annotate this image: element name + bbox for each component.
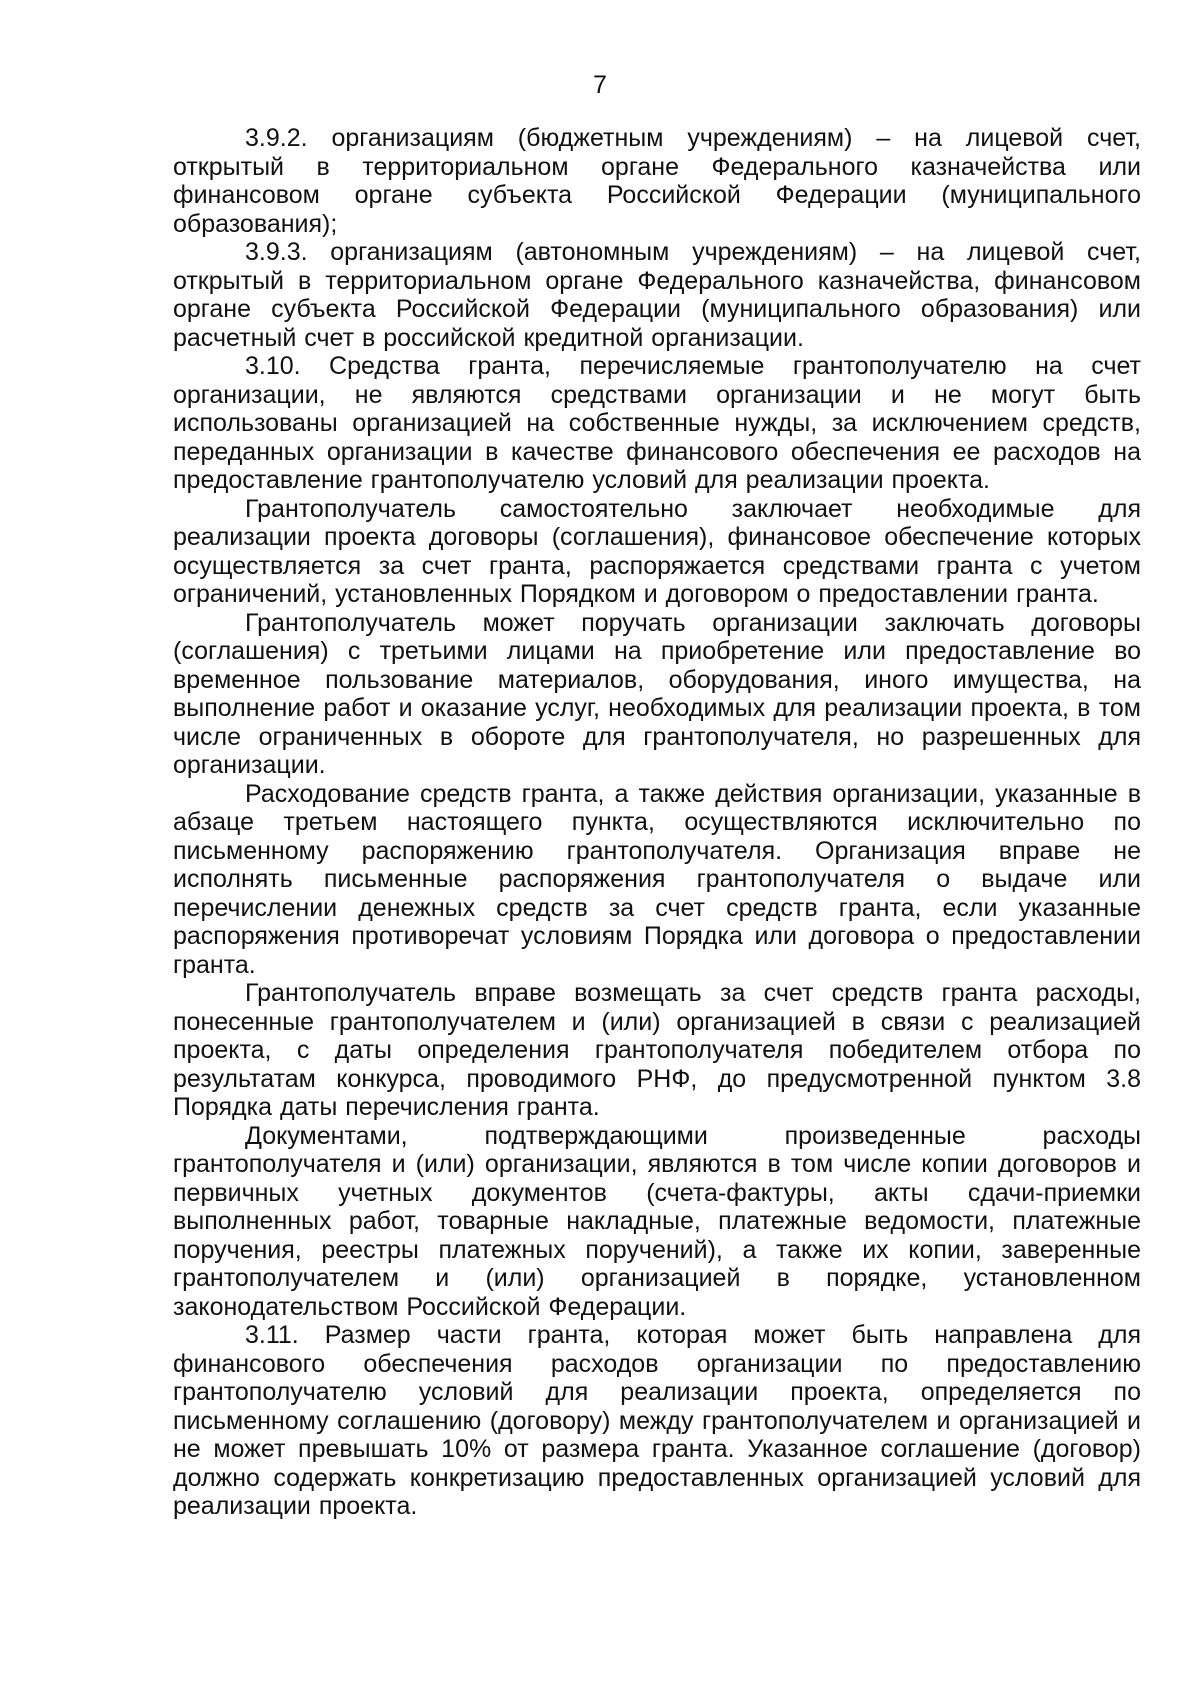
paragraph-3-10: 3.10. Средства гранта, перечисляемые грантополучателю на счет организации, не являются средствами организации и не могут быть использованы организацией на собственные нужды, за исключением средств, переданных организации в качестве финансового обеспечения ее расходов на предоставление грантополучателю условий для реализации проекта. (173, 352, 1141, 494)
paragraph-3-11: 3.11. Размер части гранта, которая может быть направлена для финансового обеспечения расходов организации по предоставлению грантополучателю условий для реализации проекта, определяется по письменному соглашению (договору) между грантополучателем и организацией и не может превышать 10% от размера гранта. Указанное соглашение (договор) должно содержать конкретизацию предоставленных организацией условий для реализации проекта. (173, 1321, 1141, 1520)
paragraph-3-9-2: 3.9.2. организациям (бюджетным учреждениям) – на лицевой счет, открытый в территориальном органе Федерального казначейства или финансовом органе субъекта Российской Федерации (муниципального образования); (173, 124, 1141, 238)
paragraph-grant-recipient-contracts: Грантополучатель самостоятельно заключает необходимые для реализации проекта договоры (соглашения), финансовое обеспечение которых осуществляется за счет гранта, распоряжается средствами гранта с учетом ограничений, установленных Порядком и договором о предоставлении гранта. (173, 494, 1141, 608)
page-number: 7 (593, 71, 607, 99)
paragraph-grant-recipient-instructions: Грантополучатель может поручать организации заключать договоры (соглашения) с третьими лицами на приобретение или предоставление во временное пользование материалов, оборудования, иного имущества, на выполнение работ и оказание услуг, необходимых для реализации проекта, в том числе ограниченных в обороте для грантополучателя, но разрешенных для организации. (173, 608, 1141, 779)
paragraph-expense-reimbursement: Грантополучатель вправе возмещать за счет средств гранта расходы, понесенные грантополучателем и (или) организацией в связи с реализацией проекта, с даты определения грантополучателя победителем отбора по результатам конкурса, проводимого РНФ, до предусмотренной пунктом 3.8 Порядка даты перечисления гранта. (173, 979, 1141, 1121)
paragraph-grant-spending-orders: Расходование средств гранта, а также действия организации, указанные в абзаце третьем настоящего пункта, осуществляются исключительно по письменному распоряжению грантополучателя. Организация вправе не исполнять письменные распоряжения грантополучателя о выдаче или перечислении денежных средств за счет средств гранта, если указанные распоряжения противоречат условиям Порядка или договора о предоставлении гранта. (173, 779, 1141, 979)
paragraph-supporting-documents: Документами, подтверждающими произведенные расходы грантополучателя и (или) организации, являются в том числе копии договоров и первичных учетных документов (счета-фактуры, акты сдачи-приемки выполненных работ, товарные накладные, платежные ведомости, платежные поручения, реестры платежных поручений), а также их копии, заверенные грантополучателем и (или) организацией в порядке, установленном законодательством Российской Федерации. (173, 1121, 1141, 1321)
document-body (173, 124, 1141, 1521)
paragraph-3-9-3: 3.9.3. организациям (автономным учреждениям) – на лицевой счет, открытый в территориальном органе Федерального казначейства, финансовом органе субъекта Российской Федерации (муниципального образования) или расчетный счет в российской кредитной организации. (173, 238, 1141, 352)
